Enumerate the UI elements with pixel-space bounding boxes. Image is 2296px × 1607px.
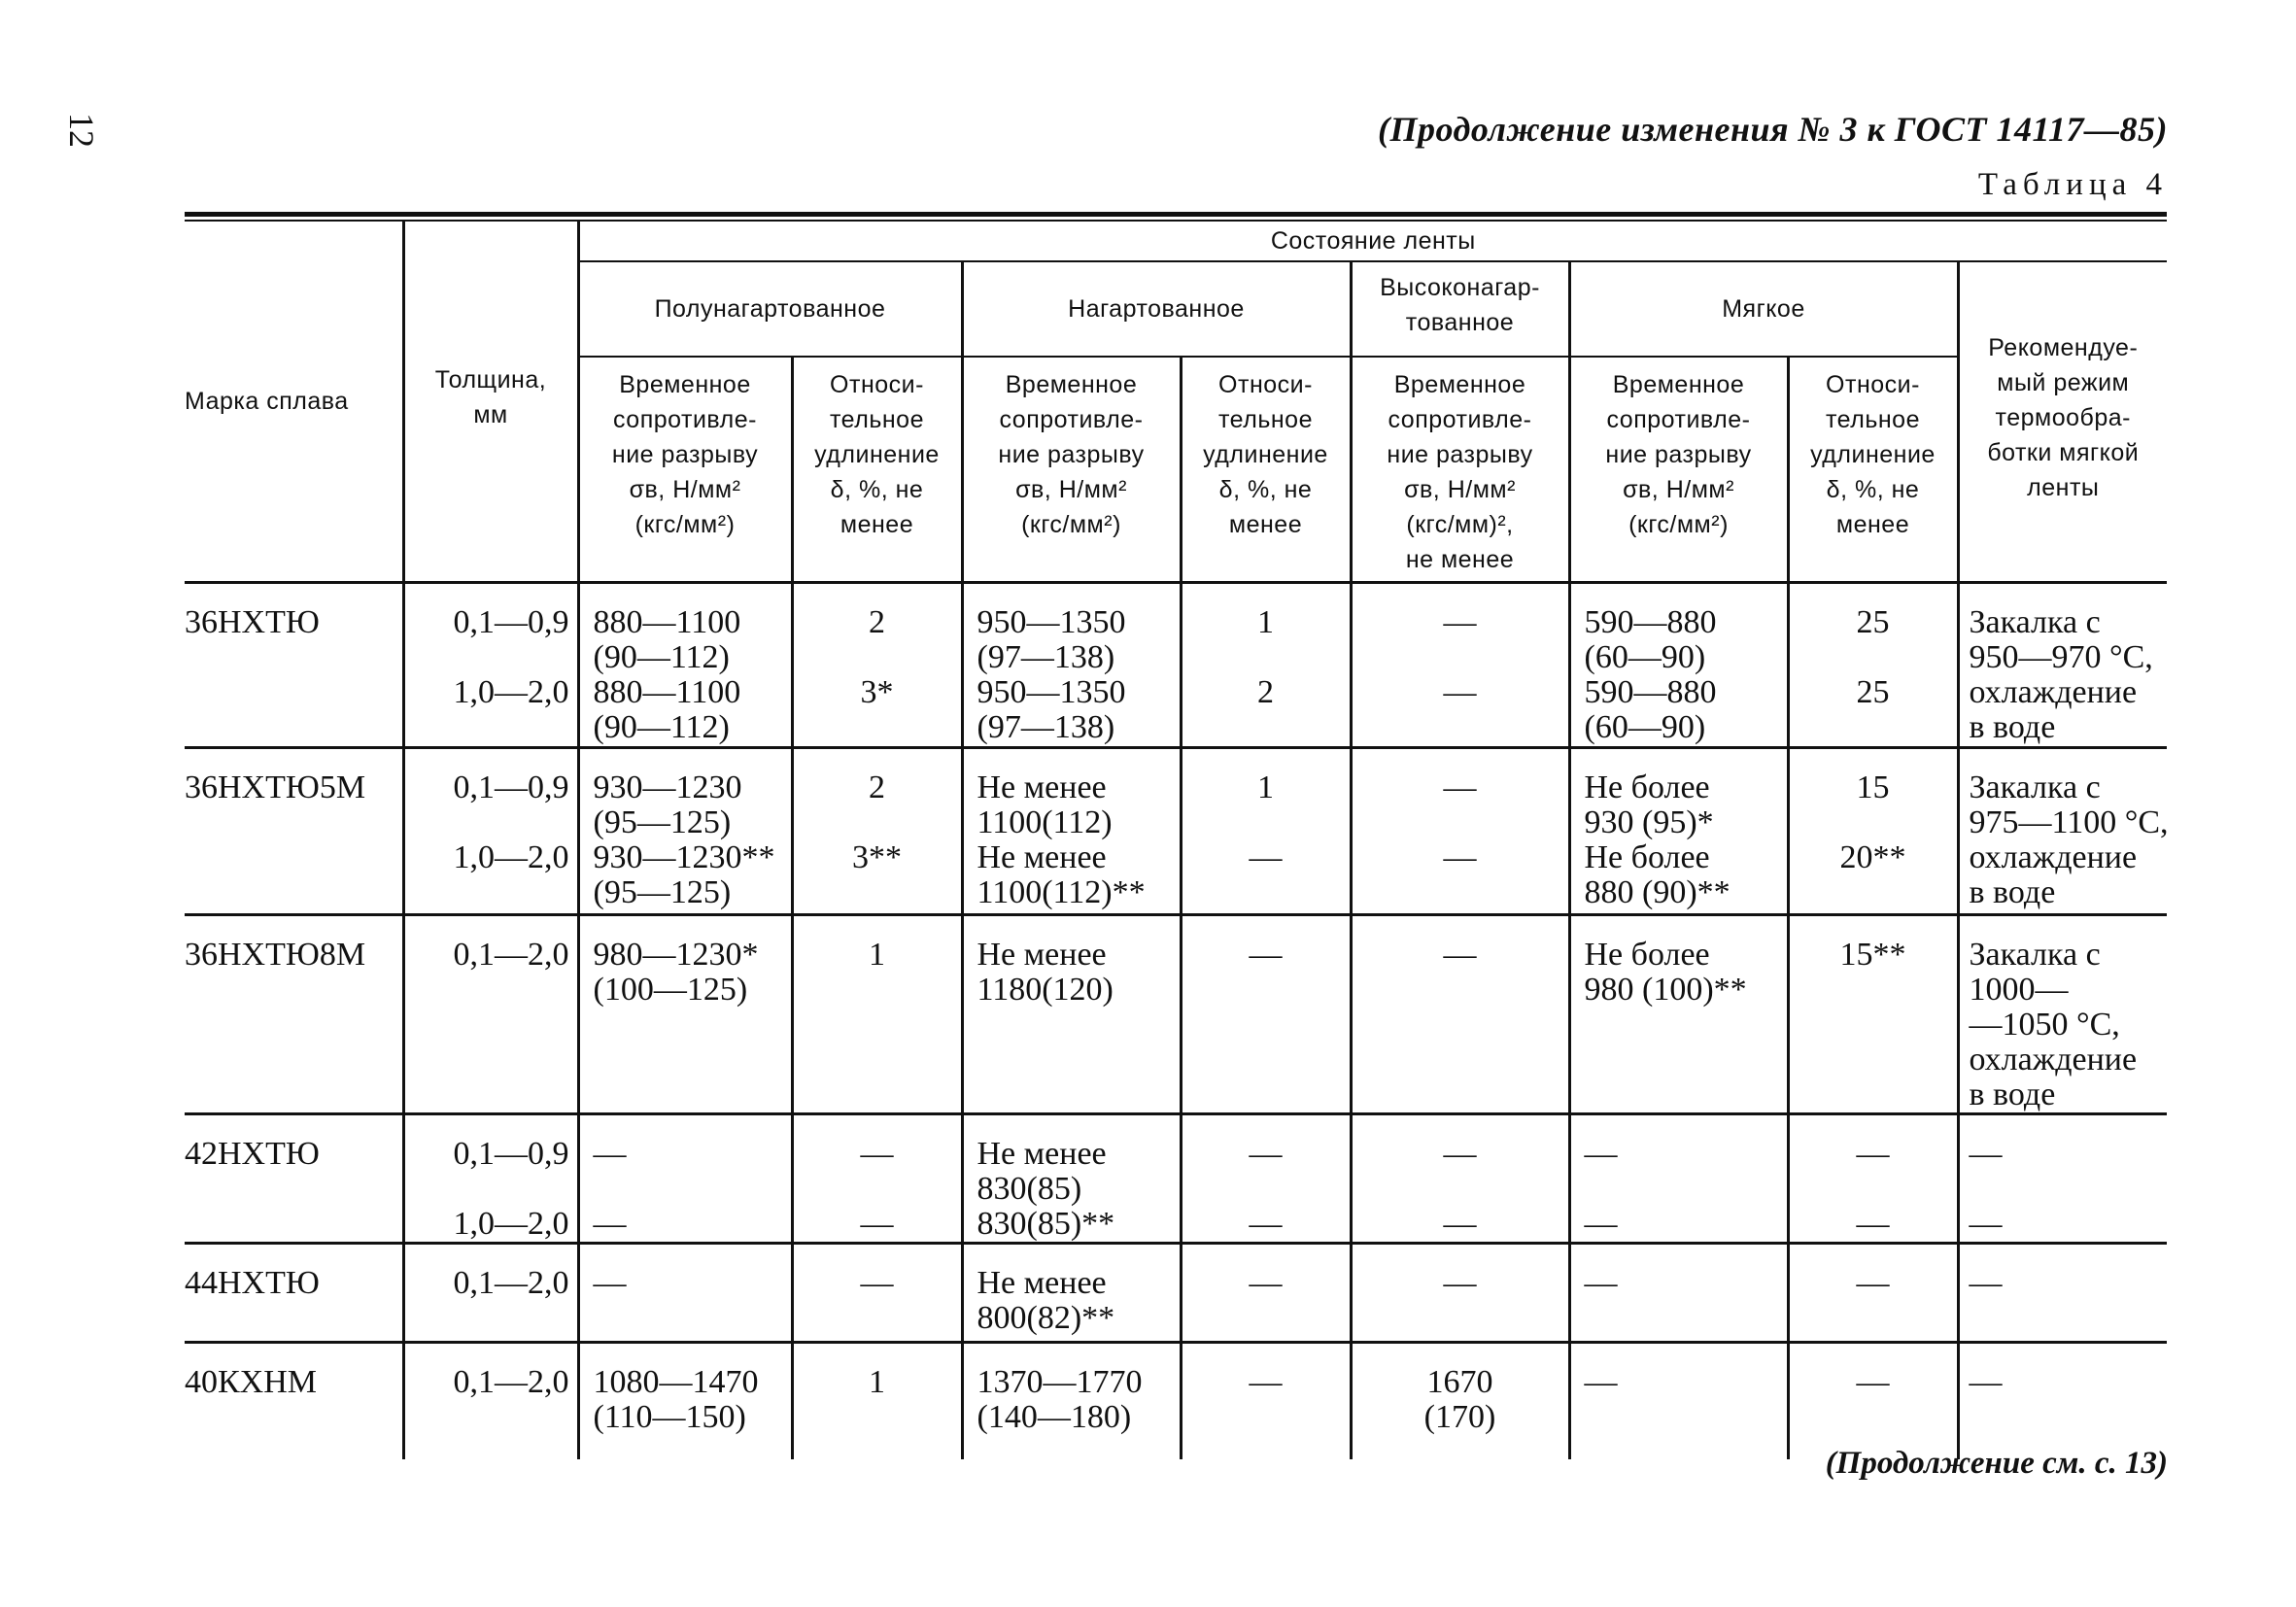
cell-line: 2 xyxy=(869,769,885,805)
cell-line: — xyxy=(1856,1206,1890,1242)
cell-hard-tensile xyxy=(962,915,1181,1114)
cell-hard-elongation xyxy=(1181,915,1351,1114)
header-elongation-line: тельное xyxy=(1218,406,1313,433)
header-half-tensile xyxy=(578,357,792,583)
header-tensile-line: ние разрыву xyxy=(998,441,1145,468)
cell-line: 950—970 °С, xyxy=(1969,639,2153,675)
cell-grade xyxy=(185,583,403,748)
cell-line: — xyxy=(1443,604,1477,640)
cell-line: 40КХНМ xyxy=(185,1364,318,1400)
cell-hard-tensile xyxy=(962,1244,1181,1343)
cell-grade xyxy=(185,915,403,1114)
header-half-elongation xyxy=(792,357,962,583)
cell-line xyxy=(594,1172,791,1207)
cell-grade xyxy=(185,1343,403,1459)
cell-line: 980—1230* xyxy=(593,937,759,973)
cell-line xyxy=(794,640,961,675)
header-tensile-line: σв, Н/мм² xyxy=(1623,476,1734,503)
cell-soft-elongation xyxy=(1788,1244,1958,1343)
cell-line: — xyxy=(1443,1136,1477,1172)
header-elongation-line: Относи- xyxy=(1826,371,1920,398)
header-extra-hard-line: тованное xyxy=(1405,309,1515,336)
cell-soft-elongation xyxy=(1788,583,1958,748)
cell-soft-tensile xyxy=(1569,583,1788,748)
cell-half-tensile xyxy=(578,1114,792,1244)
cell-recommended xyxy=(1958,748,2167,915)
cell-line: Не менее xyxy=(977,839,1107,875)
cell-line xyxy=(1353,805,1568,840)
cell-line: (90—112) xyxy=(593,709,730,745)
cell-thickness xyxy=(403,915,578,1114)
header-tensile-line: сопротивле- xyxy=(613,406,757,433)
header-tensile-extra-line: σв, Н/мм² xyxy=(1404,476,1516,503)
cell-line: (110—150) xyxy=(593,1399,746,1435)
cell-line: — xyxy=(1443,769,1477,805)
cell-line: 950—1350 xyxy=(977,674,1126,710)
cell-line: Закалка с xyxy=(1969,604,2101,640)
cell-thickness xyxy=(403,1114,578,1244)
cell-line: 1080—1470 xyxy=(593,1364,759,1400)
cell-thickness xyxy=(403,583,578,748)
cell-line: — xyxy=(1584,1265,1618,1301)
header-tensile-line: (кгс/мм²) xyxy=(634,511,736,538)
cell-line: 1 xyxy=(1257,769,1274,805)
cell-line: 25 xyxy=(1856,674,1890,710)
cell-line: — xyxy=(593,1265,627,1301)
cell-half-tensile xyxy=(578,748,792,915)
header-recommended-line: термообра- xyxy=(1995,404,2131,431)
cell-line: 1100(112) xyxy=(977,804,1113,840)
cell-line: (60—90) xyxy=(1584,709,1706,745)
cell-line: — xyxy=(1584,1206,1618,1242)
header-elongation-line: удлинение xyxy=(1810,441,1936,468)
cell-line: — xyxy=(1969,1364,2003,1400)
cell-soft-elongation xyxy=(1788,1343,1958,1459)
cell-line: (97—138) xyxy=(977,639,1115,675)
header-tensile-extra-line: (кгс/мм)², xyxy=(1406,511,1514,538)
cell-line: 975—1100 °С, xyxy=(1969,804,2169,840)
cell-half-tensile xyxy=(578,1343,792,1459)
cell-hard-elongation xyxy=(1181,1114,1351,1244)
header-soft: Мягкое xyxy=(1569,261,1958,357)
table-row xyxy=(185,915,2167,1114)
cell-line: — xyxy=(1969,1206,2003,1242)
cell-line: 0,1—2,0 xyxy=(453,937,569,973)
cell-soft-elongation xyxy=(1788,1114,1958,1244)
cell-recommended xyxy=(1958,1244,2167,1343)
cell-line: 1 xyxy=(869,1364,885,1400)
cell-grade xyxy=(185,1114,403,1244)
header-tensile-line: ние разрыву xyxy=(1605,441,1752,468)
header-tensile-line: Временное xyxy=(1612,371,1745,398)
header-elongation-line: тельное xyxy=(1826,406,1920,433)
cell-soft-tensile xyxy=(1569,1343,1788,1459)
header-elongation-line: менее xyxy=(1835,511,1910,538)
cell-line xyxy=(405,805,569,840)
cell-recommended xyxy=(1958,1343,2167,1459)
spec-table xyxy=(185,222,2167,1459)
page-number: 12 xyxy=(62,113,101,148)
header-thickness-line: Толщина, xyxy=(434,366,547,393)
header-elongation-line: δ, %, не xyxy=(1218,476,1313,503)
cell-recommended xyxy=(1958,915,2167,1114)
cell-line: — xyxy=(1249,1364,1283,1400)
cell-line: 36НХТЮ5М xyxy=(185,769,366,805)
cell-line: — xyxy=(1856,1136,1890,1172)
cell-line: Не менее xyxy=(977,769,1107,805)
cell-line xyxy=(1353,640,1568,675)
cell-line: — xyxy=(1443,1265,1477,1301)
cell-soft-elongation xyxy=(1788,748,1958,915)
cell-line: 0,1—0,9 xyxy=(453,604,569,640)
cell-line: охлаждение xyxy=(1969,839,2138,875)
cell-line: — xyxy=(1249,1136,1283,1172)
cell-extra-tensile xyxy=(1351,1244,1569,1343)
header-tensile-extra-line: Временное xyxy=(1393,371,1526,398)
header-tensile-line: сопротивле- xyxy=(999,406,1144,433)
table-row xyxy=(185,1244,2167,1343)
cell-line: 590—880 xyxy=(1584,604,1717,640)
cell-grade xyxy=(185,748,403,915)
cell-line: 980 (100)** xyxy=(1584,972,1747,1008)
cell-line: 880—1100 xyxy=(593,674,741,710)
header-recommended-line: Рекомендуе- xyxy=(1988,334,2139,361)
cell-line: — xyxy=(1443,937,1477,973)
cell-line: 15** xyxy=(1839,937,1906,973)
cell-line: (60—90) xyxy=(1584,639,1706,675)
cell-line: 0,1—2,0 xyxy=(453,1364,569,1400)
cell-line: — xyxy=(1584,1364,1618,1400)
cell-line xyxy=(794,805,961,840)
cell-hard-tensile xyxy=(962,1343,1181,1459)
cell-line: в воде xyxy=(1969,874,2056,910)
cell-line: 25 xyxy=(1856,604,1890,640)
header-tensile-extra-line: ние разрыву xyxy=(1387,441,1533,468)
header-thickness-line: мм xyxy=(473,401,508,428)
cell-soft-elongation xyxy=(1788,915,1958,1114)
cell-line: 1 xyxy=(1257,604,1274,640)
cell-thickness xyxy=(403,748,578,915)
header-elongation-line: Относи- xyxy=(1218,371,1313,398)
cell-line: 800(82)** xyxy=(977,1300,1115,1336)
cell-half-elongation xyxy=(792,748,962,915)
cell-line: — xyxy=(1249,839,1283,875)
header-elongation-line: тельное xyxy=(830,406,924,433)
cell-line: Не менее xyxy=(977,1265,1107,1301)
cell-recommended xyxy=(1958,583,2167,748)
cell-line: 42НХТЮ xyxy=(185,1136,320,1172)
cell-line: 1 xyxy=(869,937,885,973)
header-elongation-line: менее xyxy=(1228,511,1303,538)
cell-line: 950—1350 xyxy=(977,604,1126,640)
header-recommended-line: ленты xyxy=(2027,474,2100,501)
cell-line: 1670 xyxy=(1426,1364,1493,1400)
header-recommended xyxy=(1958,261,2167,583)
cell-line: 3** xyxy=(852,839,902,875)
running-header: (Продолжение изменения № 3 к ГОСТ 14117—85) xyxy=(1377,110,2168,149)
header-soft-elongation xyxy=(1788,357,1958,583)
cell-line: 2 xyxy=(869,604,885,640)
cell-line xyxy=(1353,1172,1568,1207)
cell-line: 1100(112)** xyxy=(977,874,1146,910)
header-elongation-line: Относи- xyxy=(830,371,924,398)
header-half-hard: Полунагартованное xyxy=(578,261,962,357)
header-elongation-line: менее xyxy=(840,511,914,538)
header-hard: Нагартованное xyxy=(962,261,1351,357)
cell-soft-tensile xyxy=(1569,1114,1788,1244)
table-row xyxy=(185,748,2167,915)
cell-line: 15 xyxy=(1856,769,1890,805)
cell-line: — xyxy=(1969,1265,2003,1301)
header-extra-hard xyxy=(1351,261,1569,357)
header-tensile-line: σв, Н/мм² xyxy=(1015,476,1127,503)
cell-extra-tensile xyxy=(1351,748,1569,915)
header-recommended-line: ботки мягкой xyxy=(1987,439,2140,466)
header-tensile-line: ние разрыву xyxy=(611,441,759,468)
cell-line: 1000— xyxy=(1969,972,2069,1008)
table-body xyxy=(185,583,2167,1459)
table-header xyxy=(185,222,2167,583)
cell-line: Не менее xyxy=(977,937,1107,973)
cell-line: 590—880 xyxy=(1584,674,1717,710)
header-grade: Марка сплава xyxy=(185,222,403,583)
footer-note: (Продолжение см. с. 13) xyxy=(1825,1446,2168,1481)
cell-recommended xyxy=(1958,1114,2167,1244)
cell-line: — xyxy=(1249,1206,1283,1242)
header-tensile-line: сопротивле- xyxy=(1606,406,1751,433)
header-hard-tensile xyxy=(962,357,1181,583)
cell-hard-tensile xyxy=(962,1114,1181,1244)
cell-line: 0,1—0,9 xyxy=(453,1136,569,1172)
cell-line xyxy=(405,640,569,675)
cell-line: 1,0—2,0 xyxy=(453,1206,569,1242)
cell-hard-elongation xyxy=(1181,583,1351,748)
cell-hard-tensile xyxy=(962,748,1181,915)
cell-half-tensile xyxy=(578,1244,792,1343)
cell-line: — xyxy=(1969,1136,2003,1172)
cell-line: — xyxy=(593,1136,627,1172)
cell-extra-tensile xyxy=(1351,1114,1569,1244)
table-row xyxy=(185,583,2167,748)
cell-line xyxy=(1790,1172,1957,1207)
cell-line: (100—125) xyxy=(593,972,748,1008)
spec-table-wrapper xyxy=(185,212,2167,1459)
cell-half-elongation xyxy=(792,583,962,748)
cell-line xyxy=(405,1172,569,1207)
cell-line: 880—1100 xyxy=(593,604,741,640)
cell-line: — xyxy=(860,1136,894,1172)
cell-line: 2 xyxy=(1257,674,1274,710)
header-tensile-line: Временное xyxy=(619,371,751,398)
cell-line: 0,1—2,0 xyxy=(453,1265,569,1301)
cell-line: 1180(120) xyxy=(977,972,1114,1008)
table-row xyxy=(185,1114,2167,1244)
cell-line: охлаждение xyxy=(1969,674,2138,710)
header-elongation-line: δ, %, не xyxy=(1826,476,1920,503)
cell-line: 20** xyxy=(1839,839,1906,875)
table-row xyxy=(185,1343,2167,1459)
cell-line: — xyxy=(860,1265,894,1301)
cell-line: (95—125) xyxy=(593,804,732,840)
cell-line: — xyxy=(1249,1265,1283,1301)
header-extra-hard-line: Высоконагар- xyxy=(1380,274,1540,301)
header-tensile-extra-line: сопротивле- xyxy=(1388,406,1532,433)
cell-line: охлаждение xyxy=(1969,1042,2138,1077)
cell-line: — xyxy=(1584,1136,1618,1172)
cell-line: 830(85)** xyxy=(977,1206,1115,1242)
header-soft-tensile xyxy=(1569,357,1788,583)
cell-half-elongation xyxy=(792,1114,962,1244)
header-tensile-line: Временное xyxy=(1005,371,1138,398)
cell-extra-tensile xyxy=(1351,583,1569,748)
cell-soft-tensile xyxy=(1569,1244,1788,1343)
cell-line: 44НХТЮ xyxy=(185,1265,320,1301)
cell-line: — xyxy=(593,1206,627,1242)
cell-line: — xyxy=(1443,839,1477,875)
cell-line xyxy=(1182,1172,1350,1207)
cell-line: 1,0—2,0 xyxy=(453,839,569,875)
cell-line: 930 (95)* xyxy=(1584,804,1714,840)
cell-extra-tensile xyxy=(1351,1343,1569,1459)
header-hard-elongation xyxy=(1181,357,1351,583)
cell-line xyxy=(1585,1172,1787,1207)
header-thickness xyxy=(403,222,578,583)
cell-line: — xyxy=(860,1206,894,1242)
cell-half-tensile xyxy=(578,583,792,748)
cell-line: Не более xyxy=(1584,937,1710,973)
table-label: Таблица 4 xyxy=(1977,167,2168,202)
cell-line xyxy=(1790,640,1957,675)
cell-line: 880 (90)** xyxy=(1584,874,1731,910)
cell-line: (90—112) xyxy=(593,639,730,675)
cell-grade xyxy=(185,1244,403,1343)
cell-hard-elongation xyxy=(1181,1244,1351,1343)
cell-line: 36НХТЮ8М xyxy=(185,937,366,973)
header-recommended-line: мый режим xyxy=(1997,369,2130,396)
cell-line xyxy=(1970,1172,2168,1207)
cell-line: — xyxy=(1856,1265,1890,1301)
cell-line: 36НХТЮ xyxy=(185,604,320,640)
cell-hard-elongation xyxy=(1181,748,1351,915)
cell-line: (140—180) xyxy=(977,1399,1132,1435)
cell-line xyxy=(1182,640,1350,675)
cell-line: в воде xyxy=(1969,709,2056,745)
cell-soft-tensile xyxy=(1569,915,1788,1114)
cell-line: Закалка с xyxy=(1969,769,2101,805)
cell-half-elongation xyxy=(792,1244,962,1343)
cell-line: 830(85) xyxy=(977,1171,1082,1207)
cell-line xyxy=(1790,805,1957,840)
cell-hard-elongation xyxy=(1181,1343,1351,1459)
header-state: Состояние ленты xyxy=(578,222,2167,261)
cell-line: 1,0—2,0 xyxy=(453,674,569,710)
cell-line: (97—138) xyxy=(977,709,1115,745)
cell-line: — xyxy=(1443,1206,1477,1242)
cell-line xyxy=(794,1172,961,1207)
header-elongation-line: удлинение xyxy=(1203,441,1328,468)
cell-extra-tensile xyxy=(1351,915,1569,1114)
header-extra-tensile xyxy=(1351,357,1569,583)
cell-line: 0,1—0,9 xyxy=(453,769,569,805)
cell-line: — xyxy=(1249,937,1283,973)
cell-line: в воде xyxy=(1969,1077,2056,1112)
cell-line: 930—1230** xyxy=(593,839,775,875)
cell-line: 3* xyxy=(860,674,894,710)
cell-half-elongation xyxy=(792,915,962,1114)
header-elongation-line: δ, %, не xyxy=(830,476,924,503)
cell-line: 930—1230 xyxy=(593,769,742,805)
cell-line: Закалка с xyxy=(1969,937,2101,973)
cell-line: —1050 °С, xyxy=(1969,1007,2120,1043)
cell-line: (170) xyxy=(1423,1399,1496,1435)
header-tensile-line: σв, Н/мм² xyxy=(629,476,741,503)
header-tensile-line: (кгс/мм²) xyxy=(1628,511,1729,538)
top-rule xyxy=(185,212,2167,222)
cell-line: Не менее xyxy=(977,1136,1107,1172)
cell-hard-tensile xyxy=(962,583,1181,748)
header-elongation-line: удлинение xyxy=(814,441,940,468)
cell-line: — xyxy=(1856,1364,1890,1400)
cell-half-elongation xyxy=(792,1343,962,1459)
cell-line: — xyxy=(1443,674,1477,710)
cell-line: Не более xyxy=(1584,769,1710,805)
cell-thickness xyxy=(403,1244,578,1343)
cell-half-tensile xyxy=(578,915,792,1114)
cell-thickness xyxy=(403,1343,578,1459)
cell-line xyxy=(1182,805,1350,840)
cell-soft-tensile xyxy=(1569,748,1788,915)
header-tensile-line: (кгс/мм²) xyxy=(1021,511,1121,538)
cell-line: 1370—1770 xyxy=(977,1364,1143,1400)
header-tensile-extra-line: не менее xyxy=(1405,546,1515,573)
cell-line: (95—125) xyxy=(593,874,732,910)
cell-line: Не более xyxy=(1584,839,1710,875)
